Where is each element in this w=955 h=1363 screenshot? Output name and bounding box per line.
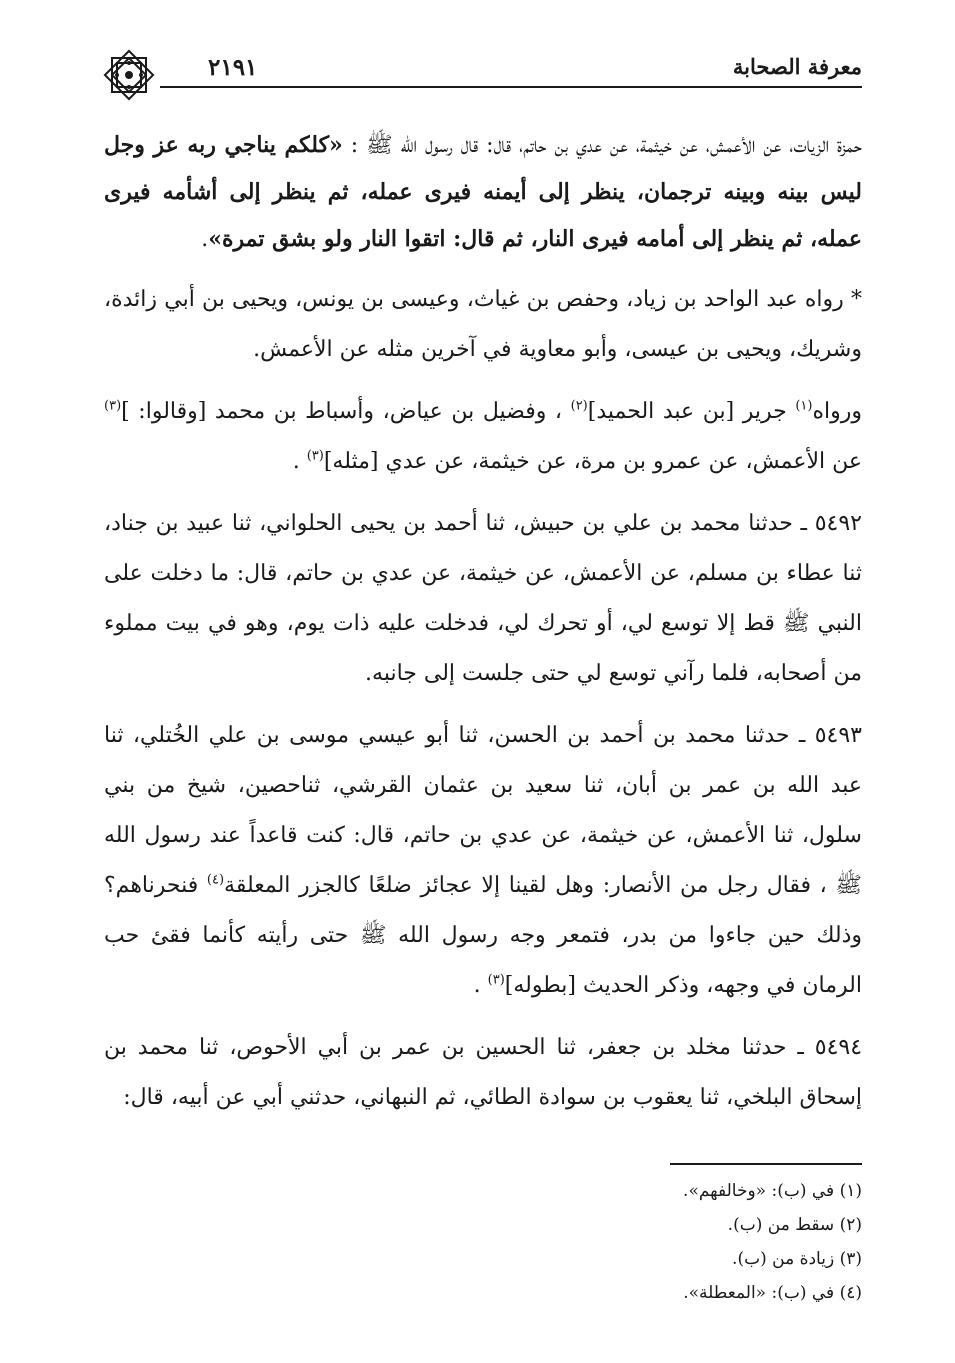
footnote-ref-4[interactable]: (٤) — [206, 872, 225, 888]
footnotes-list — [362, 1174, 862, 1310]
footnote-ref-1[interactable]: (١) — [795, 398, 813, 414]
footnote-ref-3[interactable]: (٣) — [487, 972, 505, 988]
p6-text: ـ حدثنا مخلد بن جعفر، ثنا الحسين بن عمر بن أبي الأحوص، ثنا محمد بن إسحاق البلخي، ثنا يعقوب بن سوادة الطائي، ثم النبهاني، حدثني أبي عن أبيه، قال: — [104, 1035, 862, 1110]
star-ornament-icon — [100, 46, 158, 104]
footnote-item: (١) في (ب): «وخالفهم». — [683, 1181, 862, 1201]
footnote-ref-2[interactable]: (٢) — [570, 398, 588, 414]
p1-intro: حمزة الزيات، عن الأعمش، عن خيثمة، عن عدي بن حاتم، قال: قال رسول الله ﷺ : — [350, 133, 862, 158]
p3-text-a: ورواه — [812, 399, 862, 424]
page-number: ٢١٩١ — [208, 54, 258, 81]
p4-text: ـ حدثنا محمد بن علي بن حبيش، ثنا أحمد بن يحيى الحلواني، ثنا عبيد بن جناد، ثنا عطاء بن مسلم، عن الأعمش، عن خيثمة، عن عدي بن حاتم، قال: ما دخلت على النبي ﷺ قط إلا توسع لي، أو تحرك لي، فدخلت عليه ذات يوم، وهو في بيت مملوء من أصحابه، فلما رآني توسع لي حتى جلست إلى جانبه. — [104, 511, 862, 686]
paragraph-1 — [104, 122, 862, 263]
footnote-ref-3[interactable]: (٣) — [306, 448, 324, 464]
p3-text-d: عن الأعمش، عن عمرو بن مرة، عن خيثمة، عن عدي [مثله] — [323, 449, 862, 474]
footnote-item: (٢) سقط من (ب). — [727, 1215, 862, 1235]
p1-end: . — [201, 227, 209, 252]
header-divider — [160, 86, 862, 88]
hadith-number: ٥٤٩٣ — [814, 723, 862, 748]
page-title: معرفة الصحابة — [732, 54, 862, 79]
hadith-number: ٥٤٩٤ — [814, 1035, 863, 1060]
p3-text-c: ، وفضيل بن عياض، وأسباط بن محمد [وقالوا: ] — [121, 399, 571, 424]
p5-text-c: . — [473, 973, 488, 998]
p3-text-b: جرير [بن عبد الحميد] — [587, 399, 796, 424]
page-header — [100, 52, 862, 94]
footnote-ref-3[interactable]: (٣) — [104, 398, 122, 414]
hadith-number: ٥٤٩٢ — [814, 511, 862, 536]
paragraph-5 — [104, 711, 862, 1011]
footnote-item: (٣) زيادة من (ب). — [732, 1249, 862, 1269]
main-text — [104, 122, 862, 1123]
paragraph-3 — [104, 387, 862, 487]
paragraph-4 — [104, 499, 862, 699]
p3-text-e: . — [292, 449, 307, 474]
footnote-divider — [670, 1163, 862, 1165]
p1-hadith-text: «كلكم يناجي ربه عز وجل ليس بينه وبينه ترجمان، ينظر إلى أيمنه فيرى عمله، ثم ينظر إلى أشأمه فيرى عمله، ثم ينظر إلى أمامه فيرى النار، ثم قال: اتقوا النار ولو بشق تمرة» — [104, 132, 862, 252]
p5-text-b: فنحرناهم؟ وذلك حين جاءوا من بدر، فتمعر وجه رسول الله ﷺ حتى رأيته كأنما فقئ حب الرمان في وجهه، وذكر الحديث [بطوله] — [104, 873, 862, 998]
p5-text-a: ـ حدثنا محمد بن أحمد بن الحسن، ثنا أبو عيسي موسى بن علي الخُتلي، ثنا عبد الله بن عمر بن أبان، ثنا سعيد بن عثمان القرشي، ثناحصين، شيخ من بني سلول، ثنا الأعمش، عن خيثمة، عن عدي بن حاتم، قال: كنت قاعداً عند رسول الله ﷺ ، فقال رجل من الأنصار: وهل لقينا إلا عجائز ضلعًا كالجزر المعلقة — [104, 723, 863, 898]
footnote-item: (٤) في (ب): «المعطلة». — [683, 1283, 862, 1303]
paragraph-2: * رواه عبد الواحد بن زياد، وحفص بن غياث، وعيسى بن يونس، ويحيى بن أبي زائدة، وشريك، ويحيى بن عيسى، وأبو معاوية في آخرين مثله عن الأعمش. — [104, 287, 862, 362]
paragraph-6 — [104, 1023, 862, 1123]
